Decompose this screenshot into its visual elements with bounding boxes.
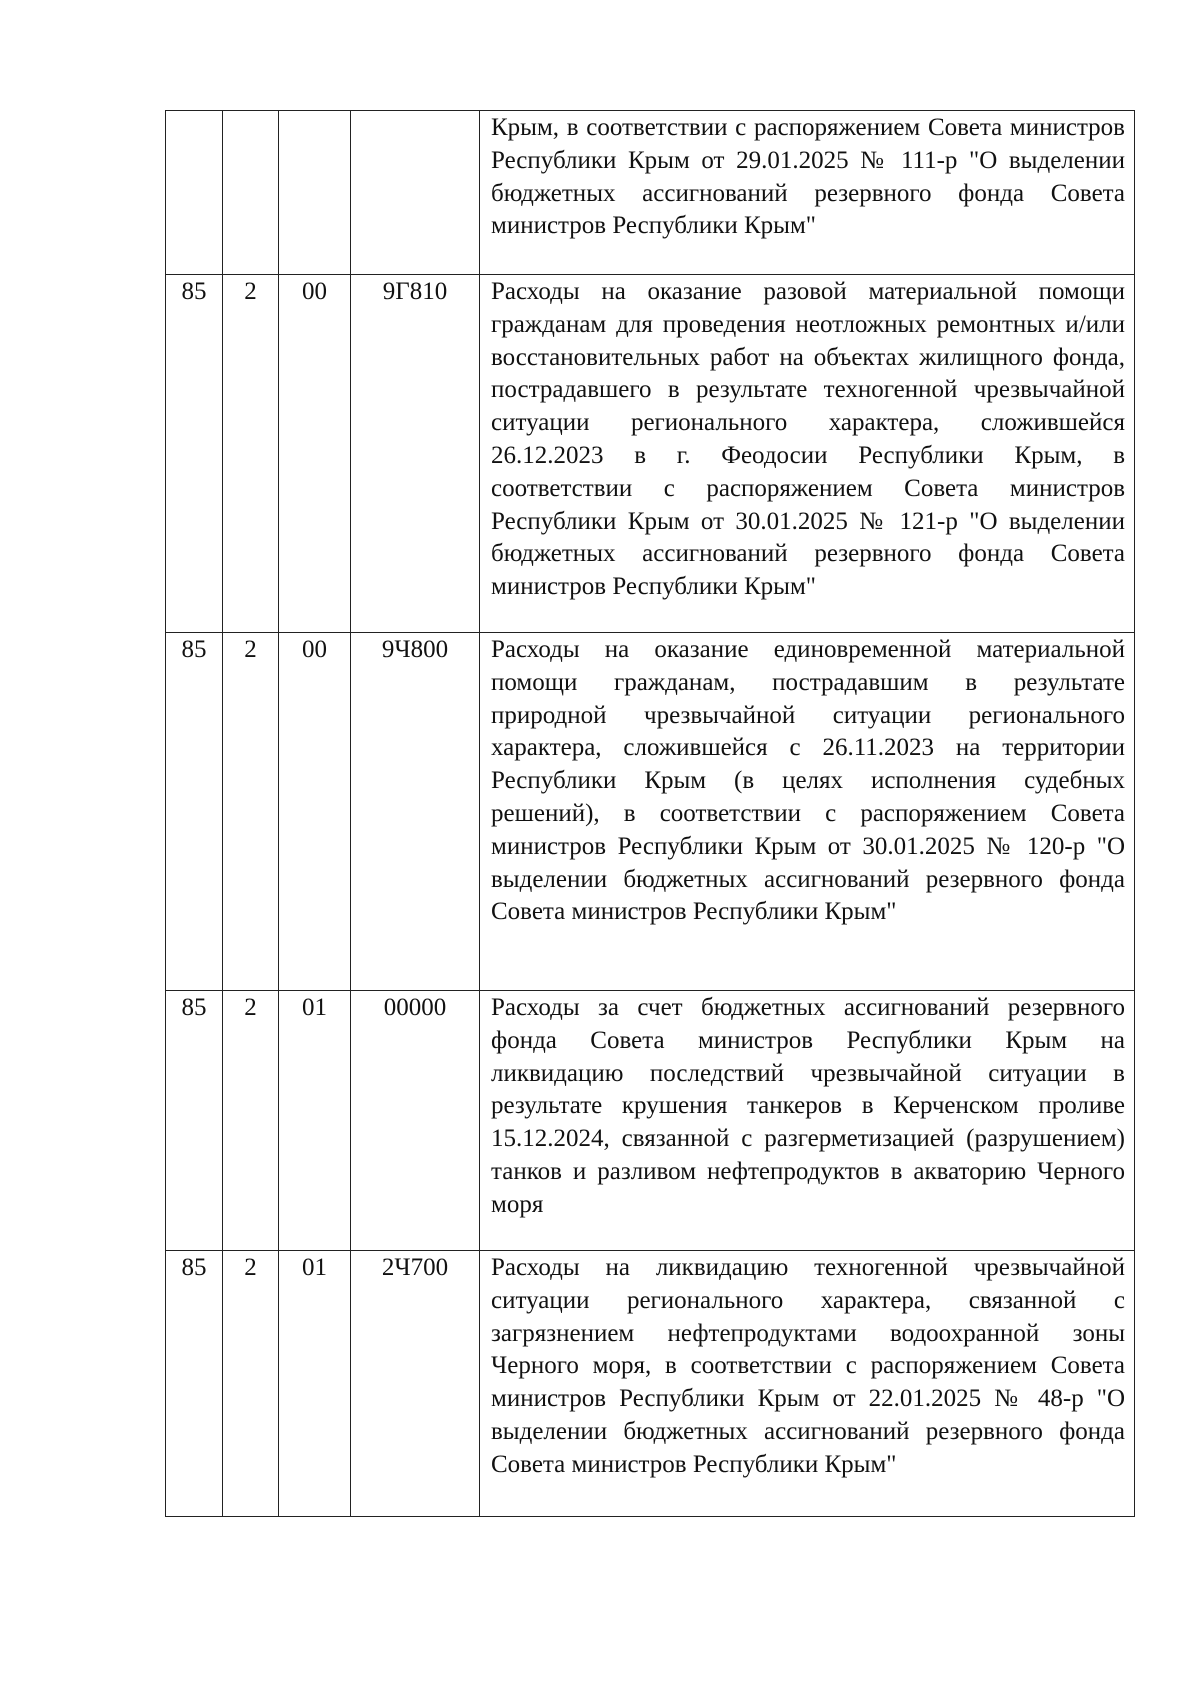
program-code-cell: 85 (166, 275, 223, 633)
program-code-cell: 85 (166, 991, 223, 1251)
table-row (166, 111, 1135, 275)
activity-code-cell (279, 111, 351, 275)
direction-code-cell: 9Ч800 (351, 633, 480, 991)
activity-code-cell: 01 (279, 991, 351, 1251)
direction-code-cell: 9Г810 (351, 275, 480, 633)
expense-description-cell: Расходы за счет бюджетных ассигнований резервного фонда Совета министров Республики Крым на ликвидацию последствий чрезвычайной ситуации в результате крушения танкеров в Керченском проливе 15.12.2024, связанной с разгерметизацией (разрушением) танков и разливом нефтепродуктов в акваторию Черного моря (480, 991, 1135, 1251)
activity-code-cell: 00 (279, 275, 351, 633)
subprogram-code-cell: 2 (223, 1251, 279, 1517)
program-code-cell: 85 (166, 633, 223, 991)
expense-description-cell: Крым, в соответствии с распоряжением Совета министров Республики Крым от 29.01.2025 № 111-р "О выделении бюджетных ассигнований резервного фонда Совета министров Республики Крым" (480, 111, 1135, 275)
expense-description-cell: Расходы на оказание разовой материальной помощи гражданам для проведения неотложных ремонтных и/или восстановительных работ на объектах жилищного фонда, пострадавшего в результате техногенной чрезвычайной ситуации регионального характера, сложившейся 26.12.2023 в г. Феодосии Республики Крым, в соответствии с распоряжением Совета министров Республики Крым от 30.01.2025 № 121-р "О выделении бюджетных ассигнований резервного фонда Совета министров Республики Крым" (480, 275, 1135, 633)
expense-description-cell: Расходы на ликвидацию техногенной чрезвычайной ситуации регионального характера, связанной с загрязнением нефтепродуктами водоохранной зоны Черного моря, в соответствии с распоряжением Совета министров Республики Крым от 22.01.2025 № 48-р "О выделении бюджетных ассигнований резервного фонда Совета министров Республики Крым" (480, 1251, 1135, 1517)
table-row (166, 633, 1135, 991)
expense-description-cell: Расходы на оказание единовременной материальной помощи гражданам, пострадавшим в результате природной чрезвычайной ситуации регионального характера, сложившейся с 26.11.2023 на территории Республики Крым (в целях исполнения судебных решений), в соответствии с распоряжением Совета министров Республики Крым от 30.01.2025 № 120-р "О выделении бюджетных ассигнований резервного фонда Совета министров Республики Крым" (480, 633, 1135, 991)
table-row (166, 1251, 1135, 1517)
budget-classification-table (165, 110, 1135, 1517)
activity-code-cell: 00 (279, 633, 351, 991)
activity-code-cell: 01 (279, 1251, 351, 1517)
direction-code-cell: 00000 (351, 991, 480, 1251)
program-code-cell (166, 111, 223, 275)
subprogram-code-cell: 2 (223, 991, 279, 1251)
subprogram-code-cell (223, 111, 279, 275)
subprogram-code-cell: 2 (223, 275, 279, 633)
subprogram-code-cell: 2 (223, 633, 279, 991)
table-row (166, 275, 1135, 633)
direction-code-cell: 2Ч700 (351, 1251, 480, 1517)
program-code-cell: 85 (166, 1251, 223, 1517)
table-row (166, 991, 1135, 1251)
direction-code-cell (351, 111, 480, 275)
